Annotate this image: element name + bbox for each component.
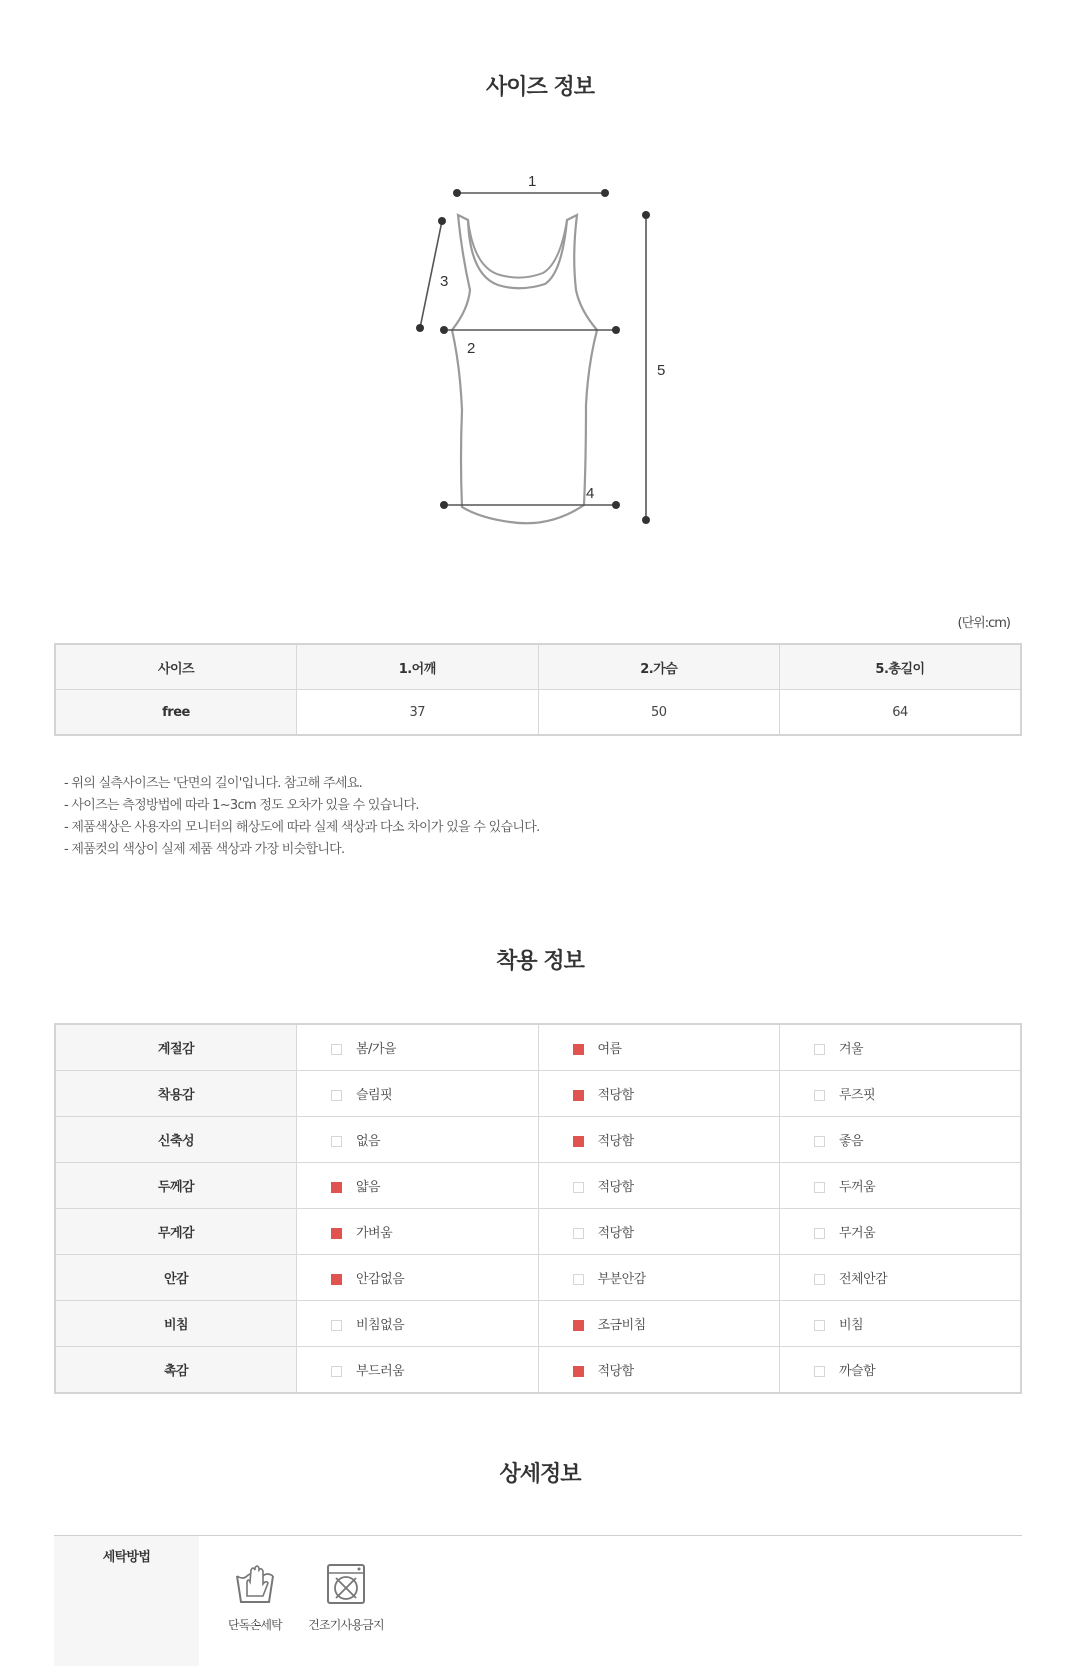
no-tumble-dry-icon: [324, 1562, 368, 1606]
fit-option-label: 까슬함: [839, 1364, 876, 1379]
checkbox-checked: [331, 1182, 342, 1193]
checkbox-unchecked: [573, 1228, 584, 1239]
diagram-label-4: 4: [586, 485, 595, 502]
fit-row-label: 비침: [55, 1301, 297, 1347]
diagram-label-3: 3: [440, 273, 449, 290]
fit-option-label: 적당함: [597, 1180, 634, 1195]
fit-option: [538, 1071, 780, 1117]
diagram-label-1: 1: [528, 173, 537, 190]
size-value-cell: 50: [538, 690, 780, 736]
fit-option-label: 얇음: [356, 1180, 381, 1195]
fit-option: [780, 1117, 1022, 1163]
fit-option-label: 적당함: [597, 1088, 634, 1103]
fit-option-label: 가벼움: [356, 1226, 393, 1241]
fit-option-label: 겨울: [839, 1042, 864, 1057]
checkbox-checked: [573, 1044, 584, 1055]
fit-option-label: 루즈핏: [839, 1088, 876, 1103]
fit-option: [538, 1255, 780, 1301]
hand-wash-icon: [233, 1562, 277, 1606]
hand-wash-label: 단독손세탁: [228, 1618, 282, 1632]
size-value-cell: 64: [780, 690, 1022, 736]
checkbox-unchecked: [331, 1044, 342, 1055]
no-tumble-dry-label: 건조기사용금지: [308, 1618, 384, 1632]
note-line: - 사이즈는 측정방법에 따라 1~3cm 정도 오차가 있을 수 있습니다.: [64, 798, 419, 813]
size-header-cell: 사이즈: [55, 644, 297, 690]
fit-option: [297, 1301, 539, 1347]
measure-line-3: [420, 221, 442, 328]
table-row: [55, 1301, 1021, 1347]
fit-option-label: 조금비침: [597, 1318, 646, 1333]
fit-option: [780, 1209, 1022, 1255]
checkbox-unchecked: [814, 1274, 825, 1285]
checkbox-checked: [573, 1366, 584, 1377]
fit-row-label: 착용감: [55, 1071, 297, 1117]
table-row: [55, 1255, 1021, 1301]
fit-option-label: 봄/가을: [356, 1042, 397, 1057]
fit-option-label: 슬림핏: [356, 1088, 393, 1103]
tank-top-outline: [452, 215, 597, 523]
garment-size-diagram: [400, 160, 680, 535]
checkbox-unchecked: [814, 1228, 825, 1239]
diagram-label-5: 5: [657, 362, 666, 379]
fit-row-label: 안감: [55, 1255, 297, 1301]
fit-option-label: 좋음: [839, 1134, 864, 1149]
checkbox-checked: [573, 1320, 584, 1331]
checkbox-unchecked: [573, 1274, 584, 1285]
note-line: - 제품컷의 색상이 실제 제품 색상과 가장 비슷합니다.: [64, 842, 345, 857]
checkbox-unchecked: [814, 1090, 825, 1101]
table-row: [55, 1071, 1021, 1117]
fit-option: [538, 1163, 780, 1209]
fit-option: [538, 1301, 780, 1347]
fit-option: [297, 1255, 539, 1301]
fit-option: [780, 1071, 1022, 1117]
fit-option: [780, 1255, 1022, 1301]
fit-option-label: 적당함: [597, 1134, 634, 1149]
wash-item-hand-wash: [210, 1562, 300, 1633]
fit-option: [538, 1209, 780, 1255]
fit-option: [780, 1163, 1022, 1209]
fit-option: [297, 1209, 539, 1255]
checkbox-unchecked: [814, 1044, 825, 1055]
fit-option-label: 없음: [356, 1134, 381, 1149]
note-line: - 제품색상은 사용자의 모니터의 해상도에 따라 실제 색상과 다소 차이가 있을 수 있습니다.: [64, 820, 540, 835]
checkbox-unchecked: [814, 1366, 825, 1377]
size-header-cell: 2.가슴: [538, 644, 780, 690]
table-row: [55, 690, 1021, 736]
size-notes: [64, 773, 540, 861]
checkbox-unchecked: [814, 1136, 825, 1147]
divider: [54, 1535, 1022, 1536]
unit-label: (단위:cm): [957, 616, 1010, 631]
fit-option: [538, 1117, 780, 1163]
fit-option-label: 무거움: [839, 1226, 876, 1241]
fit-row-label: 무게감: [55, 1209, 297, 1255]
checkbox-checked: [331, 1274, 342, 1285]
table-row: [55, 1024, 1021, 1071]
fit-option-label: 부분안감: [597, 1272, 646, 1287]
fit-option: [538, 1347, 780, 1394]
fit-option-label: 전체안감: [839, 1272, 888, 1287]
fit-row-label: 계절감: [55, 1024, 297, 1071]
note-line: - 위의 실측사이즈는 '단면의 길이'입니다. 참고해 주세요.: [64, 776, 363, 791]
size-value-cell: 37: [297, 690, 539, 736]
wash-item-no-tumble-dry: [301, 1562, 391, 1633]
checkbox-unchecked: [331, 1090, 342, 1101]
detail-info-title: 상세정보: [499, 1462, 581, 1487]
table-row: [55, 1117, 1021, 1163]
table-row: [55, 1163, 1021, 1209]
fit-row-label: 신축성: [55, 1117, 297, 1163]
checkbox-unchecked: [573, 1182, 584, 1193]
table-row: [55, 1209, 1021, 1255]
size-cell: free: [55, 690, 297, 736]
table-row: [55, 1347, 1021, 1394]
fit-option-label: 두꺼움: [839, 1180, 876, 1195]
fit-option-label: 부드러움: [356, 1364, 405, 1379]
fit-option-label: 비침: [839, 1318, 864, 1333]
checkbox-checked: [331, 1228, 342, 1239]
checkbox-unchecked: [814, 1182, 825, 1193]
fit-table: [54, 1023, 1022, 1394]
fit-row-label: 두께감: [55, 1163, 297, 1209]
checkbox-unchecked: [331, 1366, 342, 1377]
fit-row-label: 촉감: [55, 1347, 297, 1394]
fit-option-label: 적당함: [597, 1364, 634, 1379]
fit-option: [297, 1347, 539, 1394]
diagram-label-2: 2: [467, 340, 476, 357]
size-header-cell: 5.총길이: [780, 644, 1022, 690]
size-info-title: 사이즈 정보: [486, 75, 594, 100]
checkbox-checked: [573, 1136, 584, 1147]
fit-option: [297, 1071, 539, 1117]
fit-option-label: 적당함: [597, 1226, 634, 1241]
fit-option: [780, 1347, 1022, 1394]
fit-option-label: 안감없음: [356, 1272, 405, 1287]
fit-option-label: 여름: [597, 1042, 622, 1057]
fit-info-title: 착용 정보: [496, 949, 584, 974]
checkbox-unchecked: [331, 1320, 342, 1331]
fit-option: [538, 1024, 780, 1071]
wash-method-label: 세탁방법: [102, 1550, 151, 1565]
fit-option: [297, 1024, 539, 1071]
fit-option-label: 비침없음: [356, 1318, 405, 1333]
fit-option: [297, 1163, 539, 1209]
size-table-header: [55, 644, 1021, 690]
size-table: [54, 643, 1022, 736]
checkbox-checked: [573, 1090, 584, 1101]
fit-option: [297, 1117, 539, 1163]
size-header-cell: 1.어깨: [297, 644, 539, 690]
fit-option: [780, 1024, 1022, 1071]
fit-option: [780, 1301, 1022, 1347]
checkbox-unchecked: [814, 1320, 825, 1331]
checkbox-unchecked: [331, 1136, 342, 1147]
